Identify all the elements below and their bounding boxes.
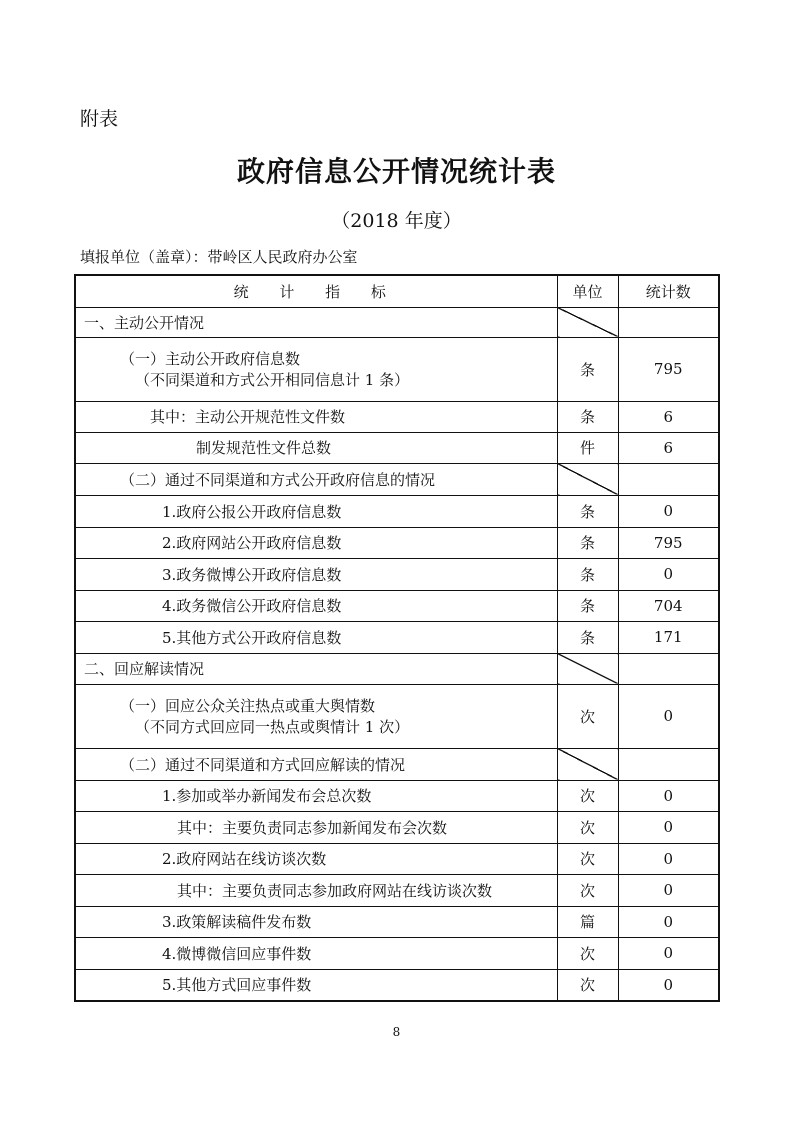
indicator-line2: （不同渠道和方式公开相同信息计 1 条） [135,371,410,389]
unit-cell: 次 [557,684,618,748]
indicator-cell: 制发规范性文件总数 [75,432,557,463]
reporting-unit: 填报单位（盖章）：带岭区人民政府办公室 [80,248,358,266]
count-cell: 795 [618,527,719,558]
indicator-cell: 其中：主要负责同志参加新闻发布会次数 [75,811,557,843]
unit-cell-slashed [557,748,618,780]
indicator-cell: （二）通过不同渠道和方式公开政府信息的情况 [75,463,557,495]
count-cell: 704 [618,590,719,621]
indicator-cell [75,684,557,748]
count-cell: 6 [618,401,719,432]
unit-cell-slashed [557,653,618,684]
count-cell [618,307,719,337]
indicator-cell: 3.政务微博公开政府信息数 [75,558,557,590]
indicator-cell: 二、回应解读情况 [75,653,557,684]
table-row [75,780,719,811]
table-row [75,906,719,937]
table-row [75,811,719,843]
header-unit: 单位 [557,275,618,307]
unit-cell-slashed [557,307,618,337]
count-cell: 795 [618,337,719,401]
count-cell [618,653,719,684]
count-cell: 0 [618,969,719,1001]
unit-cell: 次 [557,969,618,1001]
table-row [75,307,719,337]
count-cell: 0 [618,495,719,527]
indicator-cell: 3.政策解读稿件发布数 [75,906,557,937]
header-count: 统计数 [618,275,719,307]
table-row [75,558,719,590]
count-cell: 0 [618,558,719,590]
count-cell: 0 [618,937,719,969]
table-row [75,463,719,495]
unit-cell-slashed [557,463,618,495]
count-cell: 0 [618,780,719,811]
unit-cell: 条 [557,558,618,590]
table-row [75,874,719,906]
unit-cell: 条 [557,495,618,527]
statistics-table [74,274,720,1002]
indicator-line1: （一）主动公开政府信息数 [120,350,301,368]
unit-cell: 条 [557,337,618,401]
unit-cell: 条 [557,401,618,432]
indicator-cell: 1.政府公报公开政府信息数 [75,495,557,527]
count-cell: 0 [618,874,719,906]
unit-cell: 次 [557,937,618,969]
table-row [75,653,719,684]
table-row [75,937,719,969]
indicator-cell: 2.政府网站公开政府信息数 [75,527,557,558]
count-cell: 0 [618,843,719,874]
unit-cell: 条 [557,590,618,621]
table-row [75,527,719,558]
unit-cell: 条 [557,527,618,558]
indicator-cell: 5.其他方式回应事件数 [75,969,557,1001]
count-cell: 171 [618,621,719,653]
unit-cell: 次 [557,843,618,874]
report-year: （2018 年度） [331,210,462,232]
header-indicator: 统 计 指 标 [75,275,557,307]
count-cell: 0 [618,811,719,843]
unit-cell: 次 [557,780,618,811]
table-row [75,401,719,432]
unit-cell: 篇 [557,906,618,937]
table-row [75,969,719,1001]
indicator-cell: 一、主动公开情况 [75,307,557,337]
count-cell: 0 [618,684,719,748]
table-row [75,337,719,401]
indicator-cell: 其中：主动公开规范性文件数 [75,401,557,432]
indicator-cell [75,337,557,401]
table-row [75,843,719,874]
unit-cell: 条 [557,621,618,653]
appendix-label: 附表 [80,108,119,130]
indicator-cell: 5.其他方式公开政府信息数 [75,621,557,653]
indicator-cell: 4.政务微信公开政府信息数 [75,590,557,621]
count-cell [618,463,719,495]
unit-cell: 件 [557,432,618,463]
indicator-cell: 4.微博微信回应事件数 [75,937,557,969]
indicator-cell: 1.参加或举办新闻发布会总次数 [75,780,557,811]
count-cell: 0 [618,906,719,937]
count-cell: 6 [618,432,719,463]
indicator-cell: 2.政府网站在线访谈次数 [75,843,557,874]
unit-cell: 次 [557,811,618,843]
count-cell [618,748,719,780]
indicator-line1: （一）回应公众关注热点或重大舆情数 [120,697,376,715]
table-row [75,684,719,748]
indicator-cell: （二）通过不同渠道和方式回应解读的情况 [75,748,557,780]
page-number: 8 [392,1025,401,1039]
table-row [75,621,719,653]
table-header-row [75,275,719,307]
table-row [75,748,719,780]
indicator-line2: （不同方式回应同一热点或舆情计 1 次） [135,718,410,736]
table-row [75,590,719,621]
document-title: 政府信息公开情况统计表 [236,155,556,188]
table-row [75,495,719,527]
indicator-cell: 其中：主要负责同志参加政府网站在线访谈次数 [75,874,557,906]
table-row [75,432,719,463]
unit-cell: 次 [557,874,618,906]
